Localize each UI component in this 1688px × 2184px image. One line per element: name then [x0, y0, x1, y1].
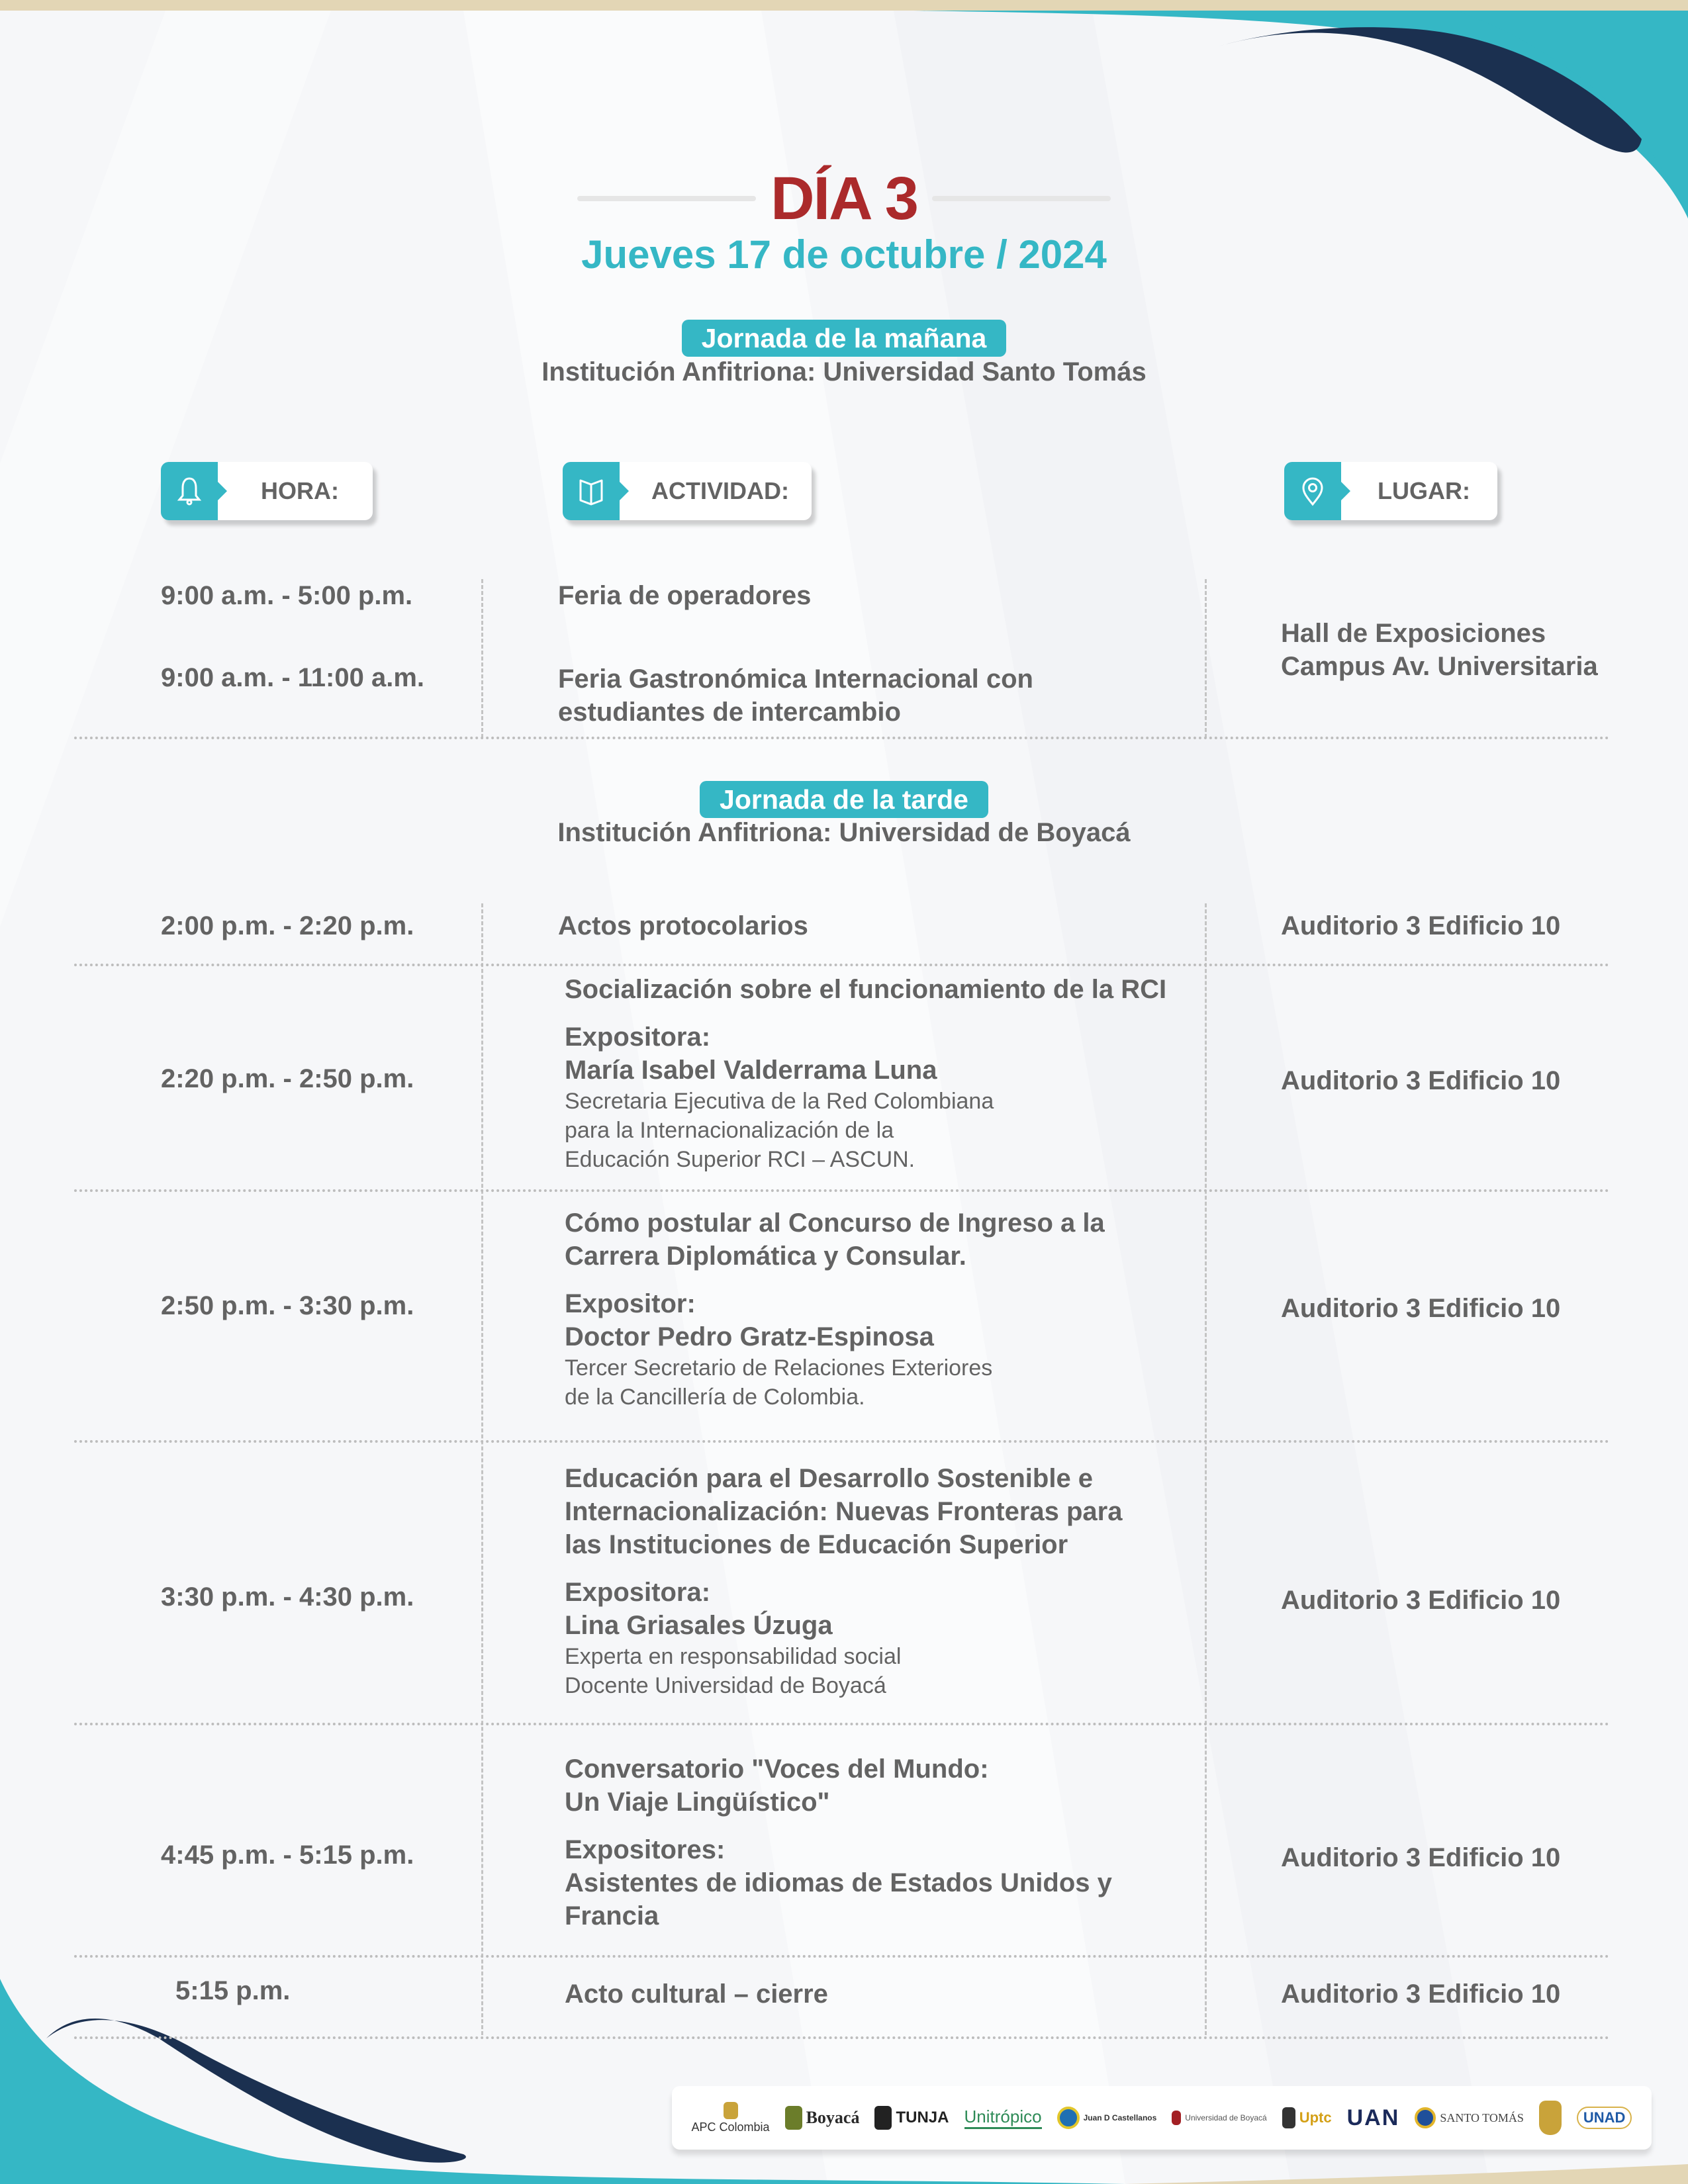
logo-label: Unitrópico — [964, 2107, 1042, 2126]
afternoon-row-6-time: 5:15 p.m. — [175, 1976, 291, 2005]
map-pin-icon — [1284, 462, 1341, 520]
afternoon-row-1-title: Actos protocolarios — [558, 911, 808, 940]
tunja-coat-of-arms-icon — [874, 2106, 949, 2130]
title-rule-left — [577, 196, 756, 201]
colombia-coat-of-arms-icon — [692, 2102, 770, 2134]
row-divider — [74, 737, 1610, 739]
speaker-name: María Isabel Valderrama Luna — [565, 1056, 937, 1085]
column-divider — [1205, 579, 1207, 738]
column-divider — [481, 579, 483, 738]
afternoon-row-4-place: Auditorio 3 Edificio 10 — [1281, 1586, 1561, 1615]
activity-title: Internacionalización: Nuevas Fronteras para — [565, 1497, 1123, 1526]
logo-label: SANTO TOMÁS — [1440, 2111, 1524, 2124]
afternoon-row-4-activity — [565, 1462, 1122, 1700]
activity-title: Socialización sobre el funcionamiento de la RCI — [565, 975, 1167, 1004]
unitropico-palm-icon — [964, 2107, 1042, 2129]
afternoon-row-3-time: 2:50 p.m. - 3:30 p.m. — [161, 1291, 414, 1320]
speaker-description: Docente Universidad de Boyacá — [565, 1673, 886, 1698]
speaker-label: Expositor: — [565, 1289, 696, 1318]
speaker-description: Educación Superior RCI – ASCUN. — [565, 1147, 915, 1172]
activity-title: Cómo postular al Concurso de Ingreso a la — [565, 1208, 1105, 1238]
activity-title: las Instituciones de Educación Superior — [565, 1530, 1068, 1559]
afternoon-session-pill-wrap — [0, 781, 1688, 818]
place-line: Campus Av. Universitaria — [1281, 652, 1598, 681]
morning-row-1-activity: Feria de operadores — [558, 581, 812, 610]
uniboyaca-icon — [1172, 2111, 1266, 2125]
event-date: Jueves 17 de octubre / 2024 — [581, 232, 1107, 277]
day-title: DÍA 3 — [771, 165, 917, 232]
morning-row-2-activity — [558, 662, 1033, 729]
speaker-description: Tercer Secretario de Relaciones Exteriores — [565, 1355, 993, 1381]
afternoon-row-3-place: Auditorio 3 Edificio 10 — [1281, 1294, 1561, 1323]
uptc-eagle-icon — [1282, 2107, 1332, 2128]
afternoon-row-1-time: 2:00 p.m. - 2:20 p.m. — [161, 911, 414, 940]
activity-title: Carrera Diplomática y Consular. — [565, 1242, 966, 1271]
morning-place — [1281, 617, 1598, 683]
row-divider — [74, 1723, 1610, 1725]
bell-icon — [161, 462, 218, 520]
column-header-label: ACTIVIDAD: — [651, 477, 789, 504]
afternoon-row-2-time: 2:20 p.m. - 2:50 p.m. — [161, 1064, 414, 1093]
morning-session-label: Jornada de la mañana — [682, 320, 1007, 357]
jdc-globe-icon — [1057, 2107, 1157, 2129]
afternoon-row-4-time: 3:30 p.m. - 4:30 p.m. — [161, 1582, 414, 1612]
afternoon-row-2-place: Auditorio 3 Edificio 10 — [1281, 1066, 1561, 1095]
morning-row-2-time: 9:00 a.m. - 11:00 a.m. — [161, 663, 425, 692]
column-header-hora — [161, 462, 373, 520]
column-header-lugar — [1284, 462, 1497, 520]
afternoon-row-6-place: Auditorio 3 Edificio 10 — [1281, 1979, 1561, 2009]
sponsor-logos-strip — [672, 2086, 1652, 2150]
logo-label: UNAD — [1583, 2109, 1626, 2126]
boyaca-shield-icon — [785, 2106, 860, 2130]
morning-session-pill-wrap — [0, 320, 1688, 357]
afternoon-row-5-time: 4:45 p.m. - 5:15 p.m. — [161, 1841, 414, 1870]
column-header-actividad — [563, 462, 812, 520]
logo-label: Juan D Castellanos — [1083, 2113, 1157, 2122]
column-header-label: LUGAR: — [1378, 477, 1470, 504]
afternoon-row-5-place: Auditorio 3 Edificio 10 — [1281, 1843, 1561, 1872]
morning-host: Institución Anfitriona: Universidad Santo Tomás — [541, 357, 1147, 387]
row-divider — [74, 2036, 1610, 2039]
logo-label: UAN — [1346, 2105, 1400, 2130]
book-icon — [563, 462, 620, 520]
crest-icon — [1539, 2101, 1562, 2135]
speaker-name: Lina Griasales Úzuga — [565, 1611, 833, 1640]
logo-label: Boyacá — [806, 2108, 860, 2127]
logo-label: Universidad de Boyacá — [1185, 2113, 1267, 2122]
logo-label: APC Colombia — [691, 2120, 770, 2134]
activity-line: Feria Gastronómica Internacional con — [558, 664, 1033, 694]
santo-tomas-seal-icon — [1415, 2107, 1524, 2128]
speaker-label: Expositora: — [565, 1023, 711, 1052]
speaker-description: Secretaria Ejecutiva de la Red Colombiana — [565, 1089, 994, 1114]
morning-row-1-time: 9:00 a.m. - 5:00 p.m. — [161, 581, 413, 610]
logo-label: TUNJA — [896, 2109, 949, 2126]
uan-logo-icon — [1347, 2105, 1400, 2131]
afternoon-row-5-activity — [565, 1752, 1112, 1933]
activity-title: Conversatorio "Voces del Mundo: — [565, 1754, 989, 1784]
activity-title: Educación para el Desarrollo Sostenible e — [565, 1464, 1094, 1493]
speaker-name: Asistentes de idiomas de Estados Unidos y — [565, 1868, 1112, 1897]
speaker-description: de la Cancillería de Colombia. — [565, 1385, 865, 1410]
afternoon-row-2-activity — [565, 973, 1166, 1174]
row-divider — [74, 964, 1610, 966]
unad-laurel-icon — [1577, 2107, 1632, 2129]
place-line: Hall de Exposiciones — [1281, 619, 1546, 648]
speaker-name: Francia — [565, 1901, 659, 1931]
row-divider — [74, 1440, 1610, 1443]
speaker-description: para la Internacionalización de la — [565, 1118, 894, 1143]
speaker-description: Experta en responsabilidad social — [565, 1644, 902, 1669]
logo-label: Uptc — [1299, 2109, 1332, 2126]
afternoon-row-6-title: Acto cultural – cierre — [565, 1979, 828, 2009]
speaker-name: Doctor Pedro Gratz-Espinosa — [565, 1322, 934, 1351]
column-header-label: HORA: — [261, 477, 339, 504]
column-divider — [481, 903, 483, 2035]
afternoon-session-label: Jornada de la tarde — [700, 781, 988, 818]
afternoon-row-3-activity — [565, 1206, 1105, 1412]
activity-title: Un Viaje Lingüístico" — [565, 1788, 830, 1817]
title-rule-right — [932, 196, 1111, 201]
column-divider — [1205, 903, 1207, 2035]
afternoon-row-1-place: Auditorio 3 Edificio 10 — [1281, 911, 1561, 940]
day-title-row — [0, 162, 1688, 235]
row-divider — [74, 1189, 1610, 1192]
speaker-label: Expositores: — [565, 1835, 726, 1864]
row-divider — [74, 1955, 1610, 1958]
afternoon-host: Institución Anfitriona: Universidad de Boyacá — [557, 818, 1131, 847]
speaker-label: Expositora: — [565, 1578, 711, 1607]
activity-line: estudiantes de intercambio — [558, 698, 901, 727]
